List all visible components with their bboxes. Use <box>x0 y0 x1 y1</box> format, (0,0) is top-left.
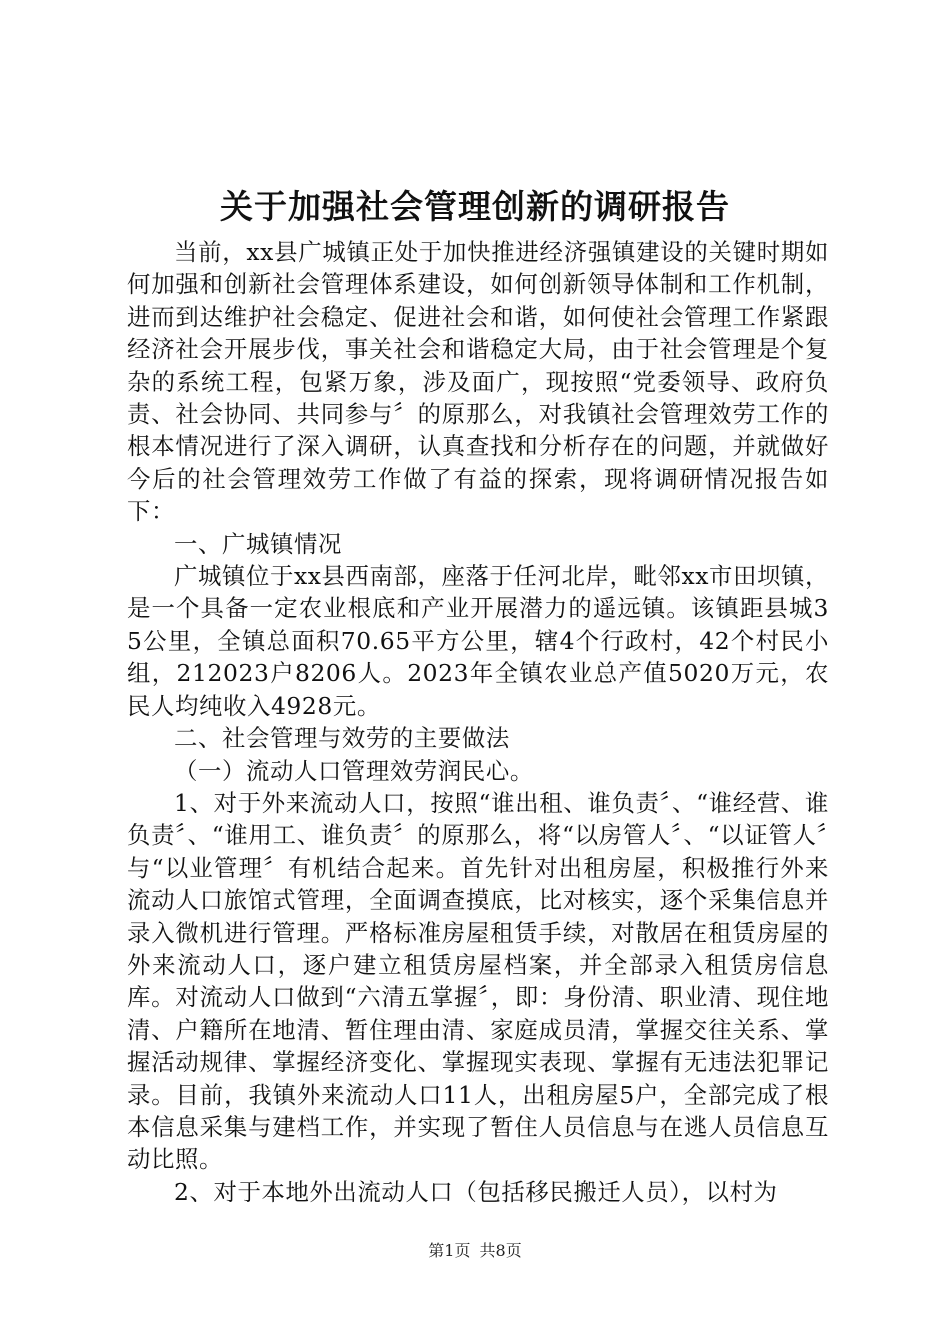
section-heading-2: 二、社会管理与效劳的主要做法 <box>174 724 510 753</box>
document-title: 关于加强社会管理创新的调研报告 <box>220 187 730 226</box>
paragraph-local-outflow: 2、对于本地外出流动人口（包括移民搬迁人员），以村为 <box>174 1177 778 1206</box>
paragraph-town-overview: 广城镇位于xx县西南部，座落于任河北岸，毗邻xx市田坝镇，是一个具备一定农业根底和产业开展潜力的遥远镇。该镇距县城35公里，全镇总面积70.65平方公里，辖4个行政村，42个村民小组，212023户8206人。2023年全镇农业总产值5020万元，农民人均纯收入4928元。 <box>127 562 829 720</box>
subsection-heading-1: （一）流动人口管理效劳润民心。 <box>174 756 534 785</box>
section-heading-1: 一、广城镇情况 <box>174 529 342 558</box>
page-footer <box>0 1240 950 1262</box>
paragraph-intro: 当前，xx县广城镇正处于加快推进经济强镇建设的关键时期如何加强和创新社会管理体系建设，如何创新领导体制和工作机制，进而到达维护社会稳定、促进社会和谐，如何使社会管理工作紧跟经济社会开展步伐，事关社会和谐稳定大局，由于社会管理是个复杂的系统工程，包紧万象，涉及面广，现按照“党委领导、政府负责、社会协同、共同参与〞的原那么，对我镇社会管理效劳工作的根本情况进行了深入调研，认真查找和分析存在的问题，并就做好今后的社会管理效劳工作做了有益的探索，现将调研情况报告如下： <box>127 238 829 526</box>
page-number: 第1页 <box>428 1241 471 1260</box>
paragraph-floating-population: 1、对于外来流动人口，按照“谁出租、谁负责〞、“谁经营、谁负责〞、“谁用工、谁负责〞的原那么，将“以房管人〞、“以证管人〞与“以业管理〞有机结合起来。首先针对出租房屋，积极推行外来流动人口旅馆式管理，全面调查摸底，比对核实，逐个采集信息并录入微机进行管理。严格标准房屋租赁手续，对散居在租赁房屋的外来流动人口，逐户建立租赁房屋档案，并全部录入租赁房信息库。对流动人口做到“六清五掌握〞，即：身份清、职业清、现住地清、户籍所在地清、暂住理由清、家庭成员清，掌握交往关系、掌握活动规律、掌握经济变化、掌握现实表现、掌握有无违法犯罪记录。目前，我镇外来流动人口11人，出租房屋5户，全部完成了根本信息采集与建档工作，并实现了暂住人员信息与在逃人员信息互动比照。 <box>127 788 829 1174</box>
page-total: 共8页 <box>479 1241 522 1260</box>
document-body <box>127 236 829 1208</box>
